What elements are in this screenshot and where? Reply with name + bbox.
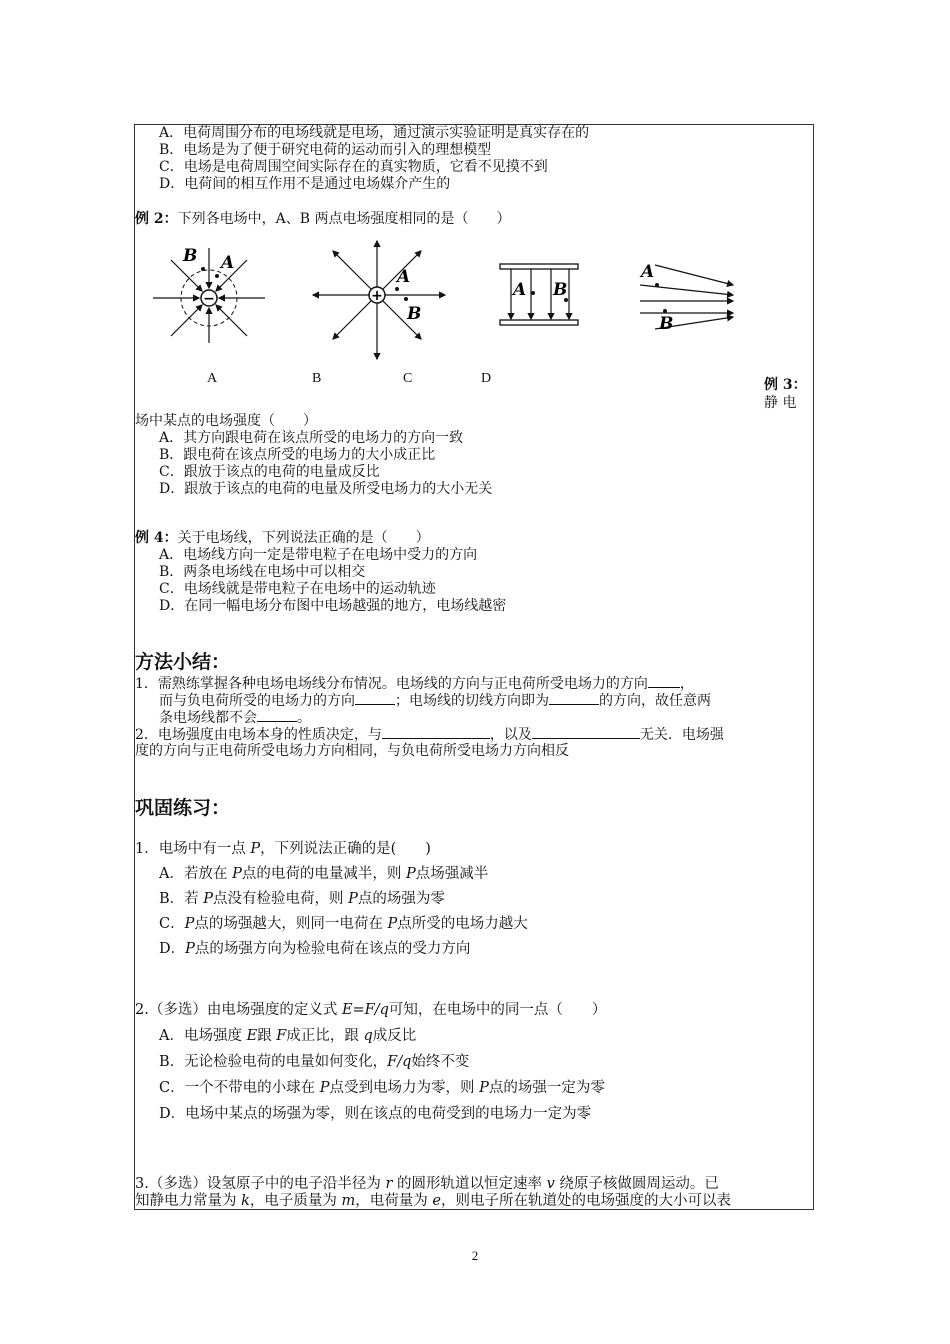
summary-p1-c: 而与负电荷所受的电场力的方向 — [159, 693, 355, 709]
opt-text: 点的场强越大，则同一电荷在 — [194, 916, 388, 932]
practice-q2-a: 2.（多选）由电场强度的定义式 — [135, 1002, 342, 1018]
practice-title: 巩固练习： — [135, 797, 231, 819]
q3-var: e — [432, 1193, 441, 1209]
opt-p: P — [405, 866, 416, 882]
example-3-option-a: A．其方向跟电荷在该点所受的电场力的方向一致 — [159, 430, 464, 446]
opt-var: E — [246, 1028, 258, 1044]
opt-text: 点的场强为零 — [357, 891, 445, 907]
opt-text: A．电场强度 — [159, 1028, 247, 1044]
q3-text: 的圆形轨道以恒定速率 — [392, 1176, 547, 1192]
example-4-option-c: C．电场线就是带电粒子在电场中的运动轨迹 — [159, 581, 436, 597]
q3-text: ，电子质量为 — [249, 1193, 342, 1209]
q3-var: v — [546, 1176, 555, 1192]
blank-2 — [355, 692, 395, 705]
practice-q1-option-d — [159, 941, 470, 957]
figure-label-c: C — [403, 371, 413, 386]
q3-var: m — [341, 1193, 356, 1209]
summary-p1-g: 。 — [297, 710, 311, 726]
figure-d-point-b: B — [659, 314, 674, 331]
opt-text: 点受到电场力为零，则 — [329, 1080, 480, 1096]
summary-p2-c: 无关．电场强 — [639, 727, 724, 743]
summary-p1-a: 1．需熟练掌握各种电场电场线分布情况。电场线的方向与正电荷所受电场力的方向 — [135, 676, 648, 692]
example-4 — [135, 530, 430, 546]
opt-text: 点的场强方向为检验电荷在该点的受力方向 — [194, 941, 471, 957]
q3-text: ，则电子所在轨道处的电场强度的大小可以表 — [440, 1193, 731, 1209]
example-3-option-b: B．跟电荷在该点所受的电场力的大小成正比 — [159, 447, 436, 463]
blank-3 — [549, 692, 599, 705]
summary-p1-d: ；电场线的切线方向即为 — [395, 693, 549, 709]
opt-text: 点的电荷的电量减半，则 — [241, 866, 406, 882]
opt-text: C． — [159, 916, 185, 932]
opt-var: P — [319, 1080, 330, 1096]
opt-p: P — [348, 891, 358, 907]
example-3-option-d: D．跟放于该点的电荷的电量及所受电场力的大小无关 — [159, 481, 493, 497]
example-4-label: 例 4： — [135, 530, 178, 546]
opt-text: 点场强减半 — [415, 866, 489, 882]
opt-text: 点没有检验电荷，则 — [213, 891, 349, 907]
example-3-text-right: 静 电 — [764, 395, 797, 411]
practice-q1-p: P — [250, 841, 261, 857]
practice-q2-option-b — [159, 1054, 469, 1070]
opt-text: 点所受的电场力越大 — [397, 916, 528, 932]
practice-q2-formula: E=F/q — [341, 1002, 389, 1018]
opt-p: P — [203, 891, 214, 907]
practice-q2-option-c — [159, 1080, 605, 1096]
practice-q2-b: 可知，在电场中的同一点（ ） — [388, 1002, 607, 1018]
q3-text: 绕原子核做圆周运动。已 — [554, 1176, 719, 1192]
figure-a-point-a: A — [221, 253, 235, 273]
summary-line-4 — [135, 726, 724, 743]
summary-line-3 — [159, 709, 311, 726]
figure-c-point-a: A — [513, 280, 527, 300]
practice-q1 — [135, 841, 431, 857]
practice-q1-option-b — [159, 891, 445, 907]
opt-p: P — [232, 866, 242, 882]
figure-a-point-b: B — [183, 246, 198, 266]
example-4-option-a: A．电场线方向一定是带电粒子在电场中受力的方向 — [159, 547, 478, 563]
example-3-option-c: C．跟放于该点的电荷的电量成反比 — [159, 464, 380, 480]
q3-text: 知静电力常量为 — [135, 1193, 242, 1209]
page-number: 2 — [471, 1248, 479, 1263]
opt-text: B．无论检验电荷的电量如何变化， — [159, 1054, 388, 1070]
q1-option-d: D．电荷间的相互作用不是通过电场媒介产生的 — [159, 176, 451, 192]
figure-label-a: A — [207, 371, 218, 386]
opt-text: D． — [159, 941, 186, 957]
figure-d-point-a: A — [641, 262, 655, 282]
opt-text: 始终不变 — [411, 1054, 470, 1070]
opt-text: A．若放在 — [159, 866, 233, 882]
opt-text: 跟 — [257, 1028, 277, 1044]
opt-var: P — [479, 1080, 489, 1096]
opt-text: 成反比 — [372, 1028, 417, 1044]
summary-p1-f: 条电场线都不会 — [159, 710, 257, 726]
figure-d-diverging-lines — [635, 255, 741, 331]
summary-p2-b: ，以及 — [489, 727, 532, 743]
opt-var: q — [363, 1028, 373, 1044]
figure-label-b: B — [312, 371, 322, 386]
example-2-label: 例 2： — [135, 211, 178, 227]
summary-title: 方法小结： — [135, 651, 231, 673]
figure-b-plus-sign: + — [371, 288, 383, 304]
opt-var: F — [276, 1028, 287, 1044]
example-3-label: 例 3： — [764, 377, 807, 393]
summary-p1-e: 的方向，故任意两 — [599, 693, 711, 709]
q3-var: k — [241, 1193, 250, 1209]
summary-line-1 — [135, 675, 694, 692]
summary-line-2 — [159, 692, 711, 709]
practice-q3-line-1 — [135, 1176, 719, 1192]
example-4-option-b: B．两条电场线在电场中可以相交 — [159, 564, 366, 580]
opt-text: 点的场强一定为零 — [488, 1080, 605, 1096]
example-2 — [135, 211, 510, 227]
blank-5 — [382, 726, 490, 739]
practice-q2-option-a — [159, 1028, 416, 1044]
blank-1 — [648, 675, 680, 688]
practice-q2 — [135, 1002, 606, 1018]
opt-text: B．若 — [159, 891, 204, 907]
figure-b-point-b: B — [407, 304, 422, 324]
blank-4 — [257, 709, 297, 722]
opt-p: P — [185, 941, 195, 957]
figure-b-positive-charge — [311, 237, 451, 363]
example-4-option-d: D．在同一幅电场分布图中电场越强的地方，电场线越密 — [159, 598, 507, 614]
practice-q1-b: ，下列说法正确的是( ) — [260, 841, 431, 857]
figure-c-point-b: B — [553, 280, 568, 300]
example-2-text: 下列各电场中，A、B 两点电场强度相同的是（ ） — [177, 211, 511, 227]
practice-q1-option-c — [159, 916, 528, 932]
figure-a-minus-sign: − — [203, 291, 215, 307]
opt-text: C．一个不带电的小球在 — [159, 1080, 320, 1096]
practice-q1-option-a — [159, 866, 488, 882]
summary-p1-b: ， — [679, 676, 694, 692]
practice-q3-line-2 — [135, 1193, 731, 1209]
blank-6 — [532, 726, 640, 739]
q1-option-c: C．电场是电荷周围空间实际存在的真实物质，它看不见摸不到 — [159, 159, 548, 175]
practice-q2-option-d: D．电场中某点的场强为零，则在该点的电荷受到的电场力一定为零 — [159, 1106, 592, 1122]
figure-label-d: D — [481, 371, 492, 386]
figure-a-negative-charge — [151, 243, 271, 343]
opt-text: 成正比，跟 — [286, 1028, 364, 1044]
q3-var: r — [385, 1176, 393, 1192]
summary-line-5: 度的方向与正电荷所受电场力方向相同，与负电荷所受电场力方向相反 — [135, 743, 569, 759]
q3-text: ，电荷量为 — [355, 1193, 433, 1209]
q1-option-a: A．电荷周围分布的电场线就是电场，通过演示实验证明是真实存在的 — [159, 125, 590, 141]
figure-c-parallel-plates — [499, 263, 581, 327]
summary-p2-a: 2．电场强度由电场本身的性质决定，与 — [135, 727, 382, 743]
figure-b-point-a: A — [397, 267, 411, 287]
q1-option-b: B．电场是为了便于研究电荷的运动而引入的理想模型 — [159, 142, 492, 158]
q3-text: 3.（多选）设氢原子中的电子沿半径为 — [135, 1176, 386, 1192]
example-4-text: 关于电场线，下列说法正确的是（ ） — [177, 530, 430, 546]
example-3-text: 场中某点的电场强度（ ） — [135, 413, 317, 429]
opt-var: F/q — [387, 1054, 412, 1070]
opt-p: P — [387, 916, 398, 932]
opt-p: P — [184, 916, 195, 932]
content-frame — [134, 124, 814, 1210]
practice-q1-a: 1．电场中有一点 — [135, 841, 251, 857]
